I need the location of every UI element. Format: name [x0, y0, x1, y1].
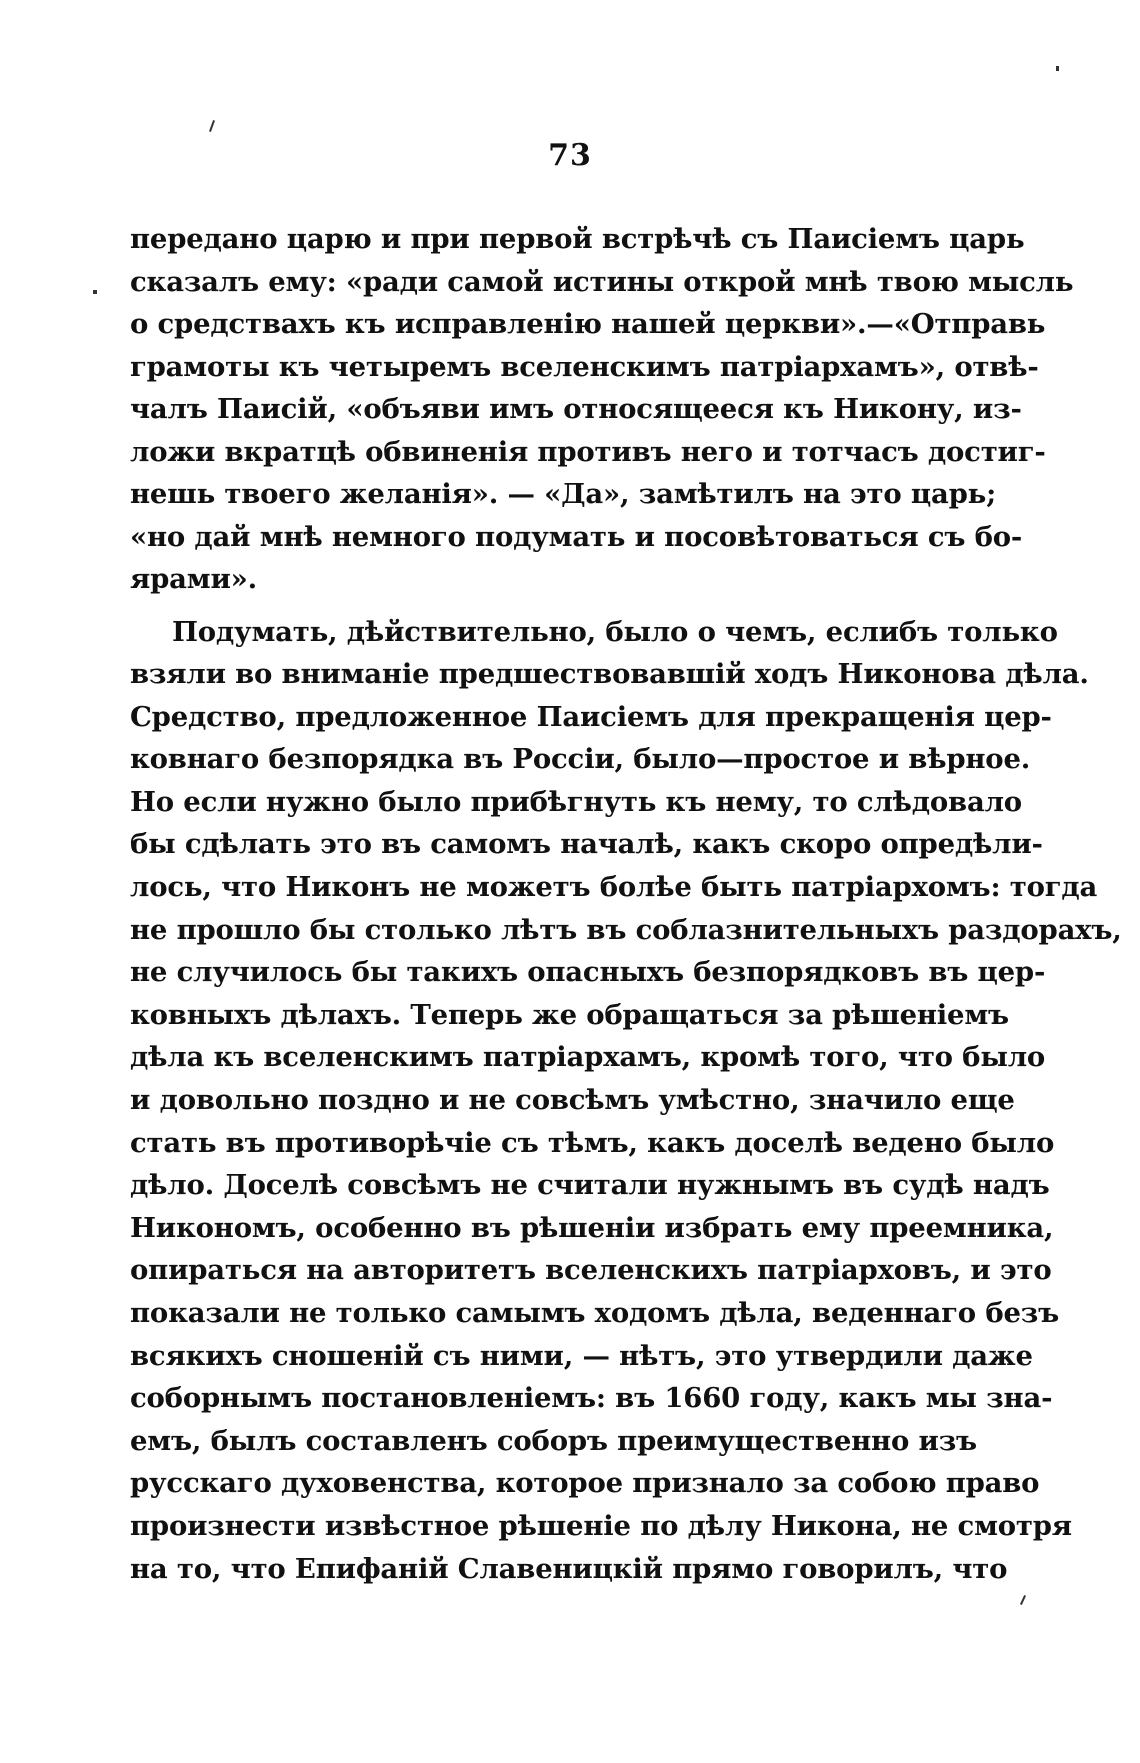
text-line: ковныхъ дѣлахъ. Теперь же обращаться за рѣшеніемъ — [130, 998, 1009, 1031]
text-line: стать въ противорѣчіе съ тѣмъ, какъ доселѣ ведено было — [130, 1126, 1055, 1159]
text-line: опираться на авторитетъ вселенскихъ патріарховъ, и это — [130, 1254, 1052, 1287]
text-line: не прошло бы столько лѣтъ въ соблазнительныхъ раздорахъ, — [130, 913, 1122, 946]
page-number: 73 — [548, 138, 592, 173]
body-text — [130, 218, 1122, 1590]
text-line: не случилось бы такихъ опасныхъ безпорядковъ въ цер- — [130, 956, 1046, 989]
text-line: дѣло. Доселѣ совсѣмъ не считали нужнымъ въ судѣ надъ — [130, 1169, 1050, 1202]
text-line: Но если нужно было прибѣгнуть къ нему, то слѣдовало — [130, 785, 1022, 818]
text-line: и довольно поздно и не совсѣмъ умѣстно, значило еще — [130, 1084, 1015, 1117]
scan-speck — [93, 290, 97, 294]
text-line: о средствахъ къ исправленію нашей церкви».—«Отправь — [130, 308, 1046, 340]
scan-speck — [209, 120, 215, 132]
text-line: ложи вкратцѣ обвиненія противъ него и тотчасъ достиг- — [130, 435, 1046, 468]
text-line: емъ, былъ составленъ соборъ преимущественно изъ — [130, 1424, 977, 1457]
text-line: ковнаго безпорядка въ Россіи, было—простое и вѣрное. — [130, 743, 1031, 776]
text-line: всякихъ сношеній съ ними, — нѣтъ, это утвердили даже — [130, 1339, 1033, 1372]
paragraph-gap — [130, 601, 975, 611]
text-line: русскаго духовенства, которое признало за собою право — [130, 1467, 1040, 1500]
text-line: Средство, предложенное Паисіемъ для прекращенія цер- — [130, 700, 1052, 733]
text-line: передано царю и при первой встрѣчѣ съ Паисіемъ царь — [130, 223, 1025, 255]
text-line: на то, что Епифаній Славеницкій прямо говорилъ, что — [130, 1552, 1008, 1585]
text-line: дѣла къ вселенскимъ патріархамъ, кромѣ того, что было — [130, 1041, 1046, 1074]
text-line: сказалъ ему: «ради самой истины открой мнѣ твою мысль — [130, 265, 1074, 298]
text-line: Никономъ, особенно въ рѣшеніи избрать ему преемника, — [130, 1211, 1054, 1244]
paragraph-2 — [130, 611, 1122, 1591]
text-line: нешь твоего желанія». — «Да», замѣтилъ на это царь; — [130, 478, 997, 510]
scan-speck — [1020, 1595, 1026, 1605]
paragraph-1 — [130, 218, 1074, 601]
text-line: бы сдѣлать это въ самомъ началѣ, какъ скоро опредѣли- — [130, 828, 1043, 861]
text-line: взяли во вниманіе предшествовавшій ходъ Никонова дѣла. — [130, 658, 1089, 691]
scan-speck — [1056, 66, 1059, 71]
text-line: ярами». — [130, 563, 258, 595]
text-line: соборнымъ постановленіемъ: въ 1660 году, какъ мы зна- — [130, 1382, 1053, 1415]
text-line: «но дай мнѣ немного подумать и посовѣтоваться съ бо- — [130, 520, 1023, 553]
text-line: показали не только самымъ ходомъ дѣла, веденнаго безъ — [130, 1297, 1060, 1329]
text-line: лось, что Никонъ не можетъ болѣе быть патріархомъ: тогда — [130, 871, 1098, 904]
text-line: грамоты къ четыремъ вселенскимъ патріархамъ», отвѣ- — [130, 350, 1039, 383]
text-line: Подумать, дѣйствительно, было о чемъ, еслибъ только — [172, 615, 1058, 648]
text-line: чалъ Паисій, «объяви имъ относящееся къ Никону, из- — [130, 393, 1022, 425]
text-line: произнести извѣстное рѣшеніе по дѣлу Никона, не смотря — [130, 1509, 1072, 1542]
